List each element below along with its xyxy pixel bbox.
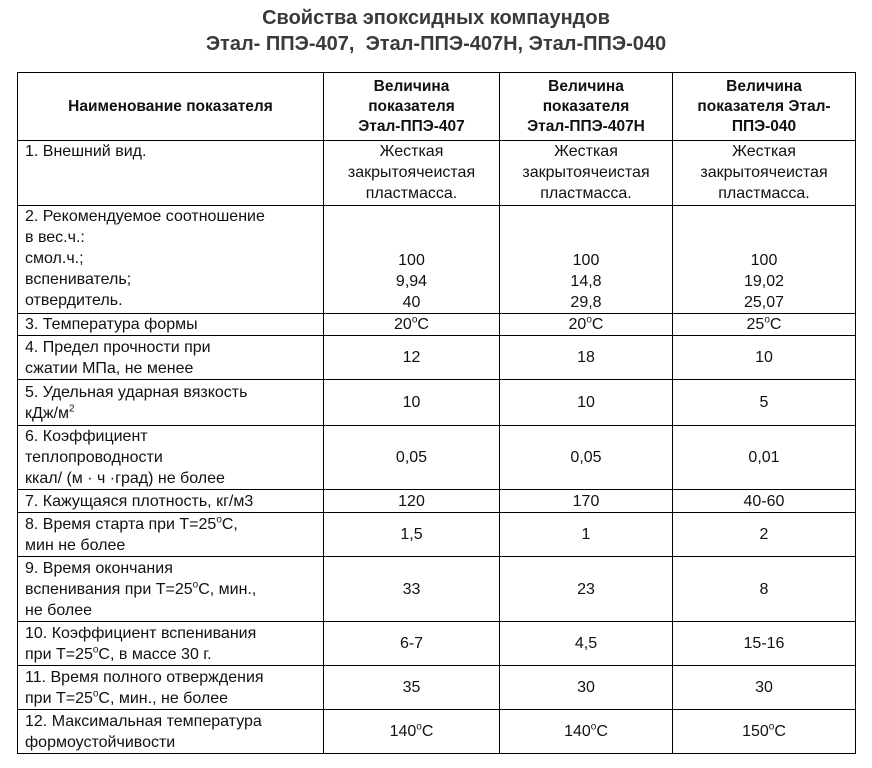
row-3-v1-unit: С [417, 316, 429, 333]
title-line-1: Свойства эпоксидных компаундов [262, 7, 610, 29]
row-11-name [18, 666, 324, 710]
row-4-v3: 10 [673, 336, 856, 380]
table-row [18, 206, 856, 314]
table-row [18, 490, 856, 513]
row-2-v1: 100 9,94 40 [324, 206, 500, 314]
table-row [18, 336, 856, 380]
row-9-name [18, 557, 324, 622]
row-9-name-pre: 9. Время окончания вспенивания при Т=25 [25, 559, 193, 598]
row-12-name: 12. Максимальная температура формоустойчивости [18, 710, 324, 754]
row-3-v2 [500, 314, 673, 336]
row-8-name-sup: о [216, 514, 222, 526]
row-12-v3-number: 150 [742, 723, 769, 740]
row-6-v3: 0,01 [673, 426, 856, 490]
header-col-2: Величина показателя Этал-ППЭ-407Н [500, 73, 673, 141]
row-11-v1: 35 [324, 666, 500, 710]
row-12-v3-unit: С [774, 723, 786, 740]
row-12-v3 [673, 710, 856, 754]
table-row [18, 380, 856, 426]
row-1-name: 1. Внешний вид. [18, 141, 324, 206]
row-7-v1: 120 [324, 490, 500, 513]
table-row [18, 314, 856, 336]
table-row [18, 666, 856, 710]
row-10-v1: 6-7 [324, 622, 500, 666]
table-row [18, 141, 856, 206]
header-col-1: Величина показателя Этал-ППЭ-407 [324, 73, 500, 141]
row-12-v1 [324, 710, 500, 754]
row-8-name-post: С, мин не более [25, 515, 238, 554]
header-row [18, 73, 856, 141]
row-5-v1: 10 [324, 380, 500, 426]
row-6-v2: 0,05 [500, 426, 673, 490]
row-11-v3: 30 [673, 666, 856, 710]
row-7-name: 7. Кажущаяся плотность, кг/м3 [18, 490, 324, 513]
row-3-v3-unit: С [769, 316, 782, 333]
table-row [18, 622, 856, 666]
row-2-name: 2. Рекомендуемое соотношение в вес.ч.: смол.ч.; вспениватель; отвердитель. [18, 206, 324, 314]
document-title [0, 5, 872, 57]
row-8-v3: 2 [673, 513, 856, 557]
row-6-v1: 0,05 [324, 426, 500, 490]
properties-table [17, 72, 856, 754]
row-5-v2: 10 [500, 380, 673, 426]
row-3-v2-unit: С [591, 316, 604, 333]
row-10-v2: 4,5 [500, 622, 673, 666]
row-8-v2: 1 [500, 513, 673, 557]
row-2-v3: 100 19,02 25,07 [673, 206, 856, 314]
row-9-name-sup: о [192, 579, 199, 591]
row-3-v1-number: 20 [394, 316, 412, 333]
row-12-v1-unit: С [421, 723, 434, 740]
title-line-2: Этал- ППЭ-407, Этал-ППЭ-407Н, Этал-ППЭ-040 [205, 33, 667, 55]
row-12-v3-degree: о [768, 721, 775, 733]
table-row [18, 513, 856, 557]
row-10-name-pre: 10. Коэффициент вспенивания при Т=25 [25, 624, 257, 663]
row-3-v2-number: 20 [568, 316, 587, 333]
row-10-name-sup: о [92, 644, 99, 656]
row-12-v2-degree: о [590, 721, 597, 733]
row-1-v2: Жесткая закрытоячеистая пластмасса. [500, 141, 673, 206]
header-col-3: Величина показателя Этал- ППЭ-040 [673, 73, 856, 141]
row-11-name-sup: о [92, 688, 99, 700]
row-12-v1-degree: о [416, 721, 422, 733]
row-2-v2: 100 14,8 29,8 [500, 206, 673, 314]
row-9-v1: 33 [324, 557, 500, 622]
row-4-name: 4. Предел прочности при сжатии МПа, не менее [18, 336, 324, 380]
row-3-name: 3. Температура формы [18, 314, 324, 336]
row-5-name [18, 380, 324, 426]
row-11-v2: 30 [500, 666, 673, 710]
row-3-v2-degree: о [586, 314, 592, 326]
row-6-name: 6. Коэффициент теплопроводности ккал/ (м · ч ·град) не более [18, 426, 324, 490]
row-5-name-sup: 2 [68, 403, 75, 415]
table-row [18, 557, 856, 622]
row-8-v1: 1,5 [324, 513, 500, 557]
row-4-v2: 18 [500, 336, 673, 380]
row-7-v3: 40-60 [673, 490, 856, 513]
row-3-v1-degree: о [411, 314, 418, 326]
row-7-v2: 170 [500, 490, 673, 513]
row-10-name [18, 622, 324, 666]
row-5-name-text: 5. Удельная ударная вязкость кДж/м [25, 383, 248, 422]
row-4-v1: 12 [324, 336, 500, 380]
row-5-v3: 5 [673, 380, 856, 426]
row-12-v2-number: 140 [564, 723, 591, 740]
row-12-v2-unit: С [596, 723, 608, 740]
table-row [18, 426, 856, 490]
row-9-name-post: С, мин., не более [25, 580, 257, 619]
row-8-name [18, 513, 324, 557]
row-3-v1 [324, 314, 500, 336]
row-3-v3-degree: о [764, 314, 770, 326]
row-11-name-post: С, мин., не более [98, 689, 228, 707]
row-12-v1-number: 140 [389, 723, 417, 740]
row-9-v3: 8 [673, 557, 856, 622]
row-12-v2 [500, 710, 673, 754]
header-name: Наименование показателя [18, 73, 324, 141]
row-3-v3 [673, 314, 856, 336]
row-8-name-pre: 8. Время старта при Т=25 [25, 515, 217, 533]
row-9-v2: 23 [500, 557, 673, 622]
row-3-v3-number: 25 [746, 316, 765, 333]
row-1-v1: Жесткая закрытоячеистая пластмасса. [324, 141, 500, 206]
row-1-v3: Жесткая закрытоячеистая пластмасса. [673, 141, 856, 206]
row-11-name-pre: 11. Время полного отверждения при Т=25 [25, 668, 264, 707]
row-10-v3: 15-16 [673, 622, 856, 666]
row-10-name-post: С, в массе 30 г. [98, 645, 212, 663]
table-row [18, 710, 856, 754]
